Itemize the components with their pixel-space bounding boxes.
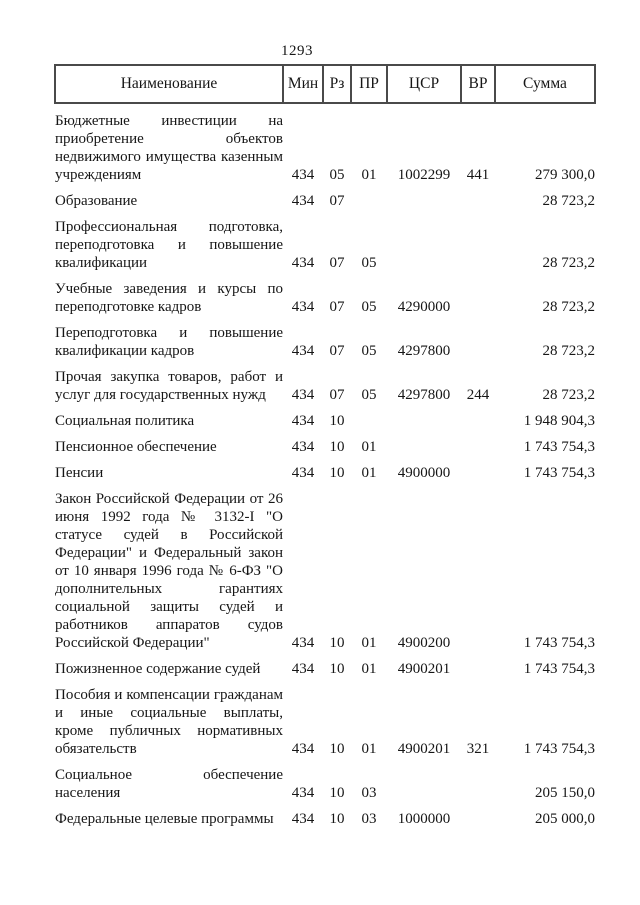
cell-pr: 05 <box>361 255 377 271</box>
cell-csr <box>387 184 461 210</box>
cell-rz: 10 <box>329 413 345 429</box>
cell-name: Пособия и компенсации гражданам и иные социальные выплаты, кроме публичных нормативных обязательств <box>55 687 283 757</box>
cell-csr <box>387 430 461 456</box>
table-row <box>55 652 595 678</box>
cell-pr: 03 <box>361 811 377 827</box>
cell-vr <box>461 456 495 482</box>
cell-min: 434 <box>291 811 315 827</box>
cell-vr <box>461 272 495 316</box>
cell-csr: 1000000 <box>397 811 451 827</box>
cell-vr <box>461 652 495 678</box>
header-summa: Сумма <box>495 65 595 103</box>
cell-pr: 01 <box>361 439 377 455</box>
cell-vr: 244 <box>466 387 490 403</box>
cell-vr <box>461 758 495 802</box>
cell-pr: 01 <box>361 167 377 183</box>
cell-csr: 4900201 <box>397 661 451 677</box>
cell-summa: 1 743 754,3 <box>523 635 595 651</box>
cell-summa: 1 743 754,3 <box>523 661 595 677</box>
header-vr: ВР <box>461 65 495 103</box>
cell-rz: 10 <box>329 635 345 651</box>
cell-pr: 01 <box>361 635 377 651</box>
table-row <box>55 430 595 456</box>
table-row <box>55 210 595 272</box>
cell-name: Образование <box>55 193 138 209</box>
cell-summa: 28 723,2 <box>542 343 595 359</box>
table-row <box>55 404 595 430</box>
cell-name: Профессиональная подготовка, переподготовка и повышение квалификации <box>55 219 283 271</box>
cell-name: Пенсионное обеспечение <box>55 439 217 455</box>
table-row <box>55 103 595 184</box>
cell-csr: 4900201 <box>397 741 451 757</box>
cell-summa: 28 723,2 <box>542 299 595 315</box>
budget-table <box>54 64 596 828</box>
cell-vr <box>461 430 495 456</box>
cell-summa: 28 723,2 <box>542 387 595 403</box>
cell-pr: 05 <box>361 299 377 315</box>
header-rz: Рз <box>323 65 351 103</box>
cell-name: Социальное обеспечение населения <box>55 767 283 801</box>
table-row <box>55 184 595 210</box>
cell-vr: 441 <box>466 167 490 183</box>
table-row <box>55 272 595 316</box>
cell-min: 434 <box>291 465 315 481</box>
cell-csr <box>387 758 461 802</box>
cell-rz: 10 <box>329 785 345 801</box>
cell-name: Федеральные целевые программы <box>55 811 274 827</box>
cell-min: 434 <box>291 167 315 183</box>
cell-min: 434 <box>291 387 315 403</box>
cell-rz: 07 <box>329 387 345 403</box>
cell-name: Социальная политика <box>55 413 195 429</box>
table-row <box>55 678 595 758</box>
cell-summa: 1 743 754,3 <box>523 439 595 455</box>
header-csr: ЦСР <box>387 65 461 103</box>
cell-vr <box>461 184 495 210</box>
cell-rz: 07 <box>329 299 345 315</box>
cell-rz: 07 <box>329 255 345 271</box>
cell-pr: 01 <box>361 741 377 757</box>
cell-min: 434 <box>291 193 315 209</box>
cell-pr: 05 <box>361 343 377 359</box>
cell-vr <box>461 316 495 360</box>
cell-rz: 10 <box>329 741 345 757</box>
cell-csr <box>387 210 461 272</box>
cell-summa: 205 000,0 <box>535 811 595 827</box>
cell-rz: 10 <box>329 465 345 481</box>
cell-csr: 4290000 <box>397 299 451 315</box>
cell-vr: 321 <box>466 741 490 757</box>
table-row <box>55 482 595 652</box>
cell-csr: 1002299 <box>397 167 451 183</box>
cell-pr: 01 <box>361 465 377 481</box>
cell-rz: 10 <box>329 811 345 827</box>
cell-rz: 05 <box>329 167 345 183</box>
cell-summa: 205 150,0 <box>535 785 595 801</box>
cell-pr: 03 <box>361 785 377 801</box>
cell-csr: 4297800 <box>397 343 451 359</box>
cell-csr <box>387 404 461 430</box>
page-number: 1293 <box>281 43 313 59</box>
cell-min: 434 <box>291 635 315 651</box>
cell-rz: 07 <box>329 193 345 209</box>
cell-name: Пожизненное содержание судей <box>55 661 261 677</box>
cell-min: 434 <box>291 413 315 429</box>
cell-name: Переподготовка и повышение квалификации кадров <box>55 325 283 359</box>
table-row <box>55 360 595 404</box>
header-pr: ПР <box>351 65 387 103</box>
cell-min: 434 <box>291 785 315 801</box>
cell-vr <box>461 802 495 828</box>
cell-vr <box>461 210 495 272</box>
cell-vr <box>461 404 495 430</box>
cell-min: 434 <box>291 343 315 359</box>
cell-pr <box>351 184 387 210</box>
cell-summa: 28 723,2 <box>542 193 595 209</box>
table-header <box>55 65 595 103</box>
cell-summa: 279 300,0 <box>535 167 595 183</box>
cell-pr <box>351 404 387 430</box>
cell-vr <box>461 482 495 652</box>
cell-rz: 10 <box>329 661 345 677</box>
cell-min: 434 <box>291 255 315 271</box>
table-row <box>55 802 595 828</box>
cell-name: Пенсии <box>55 465 104 481</box>
cell-name: Закон Российской Федерации от 26 июня 1992 года № 3132-I "О статусе судей в Российской Федерации" и Федеральный закон от 10 января 1996 года № 6-ФЗ "О дополнительных гарантиях социальной защиты судей и работников аппаратов судов Российской Федерации" <box>55 491 283 651</box>
cell-csr: 4297800 <box>397 387 451 403</box>
cell-min: 434 <box>291 661 315 677</box>
cell-summa: 28 723,2 <box>542 255 595 271</box>
cell-name: Учебные заведения и курсы по переподготовке кадров <box>55 281 283 315</box>
cell-min: 434 <box>291 299 315 315</box>
header-name: Наименование <box>55 65 283 103</box>
cell-rz: 10 <box>329 439 345 455</box>
cell-pr: 05 <box>361 387 377 403</box>
header-min: Мин <box>283 65 323 103</box>
cell-name: Бюджетные инвестиции на приобретение объектов недвижимого имущества казенным учреждениям <box>55 113 283 183</box>
cell-summa: 1 948 904,3 <box>523 413 595 429</box>
cell-summa: 1 743 754,3 <box>523 741 595 757</box>
table-row <box>55 316 595 360</box>
cell-rz: 07 <box>329 343 345 359</box>
cell-min: 434 <box>291 439 315 455</box>
cell-csr: 4900000 <box>397 465 451 481</box>
cell-csr: 4900200 <box>397 635 451 651</box>
header-row <box>55 65 595 103</box>
cell-min: 434 <box>291 741 315 757</box>
table-row <box>55 456 595 482</box>
cell-summa: 1 743 754,3 <box>523 465 595 481</box>
table-row <box>55 758 595 802</box>
table-body <box>55 103 595 828</box>
cell-name: Прочая закупка товаров, работ и услуг для государственных нужд <box>55 369 283 403</box>
cell-pr: 01 <box>361 661 377 677</box>
